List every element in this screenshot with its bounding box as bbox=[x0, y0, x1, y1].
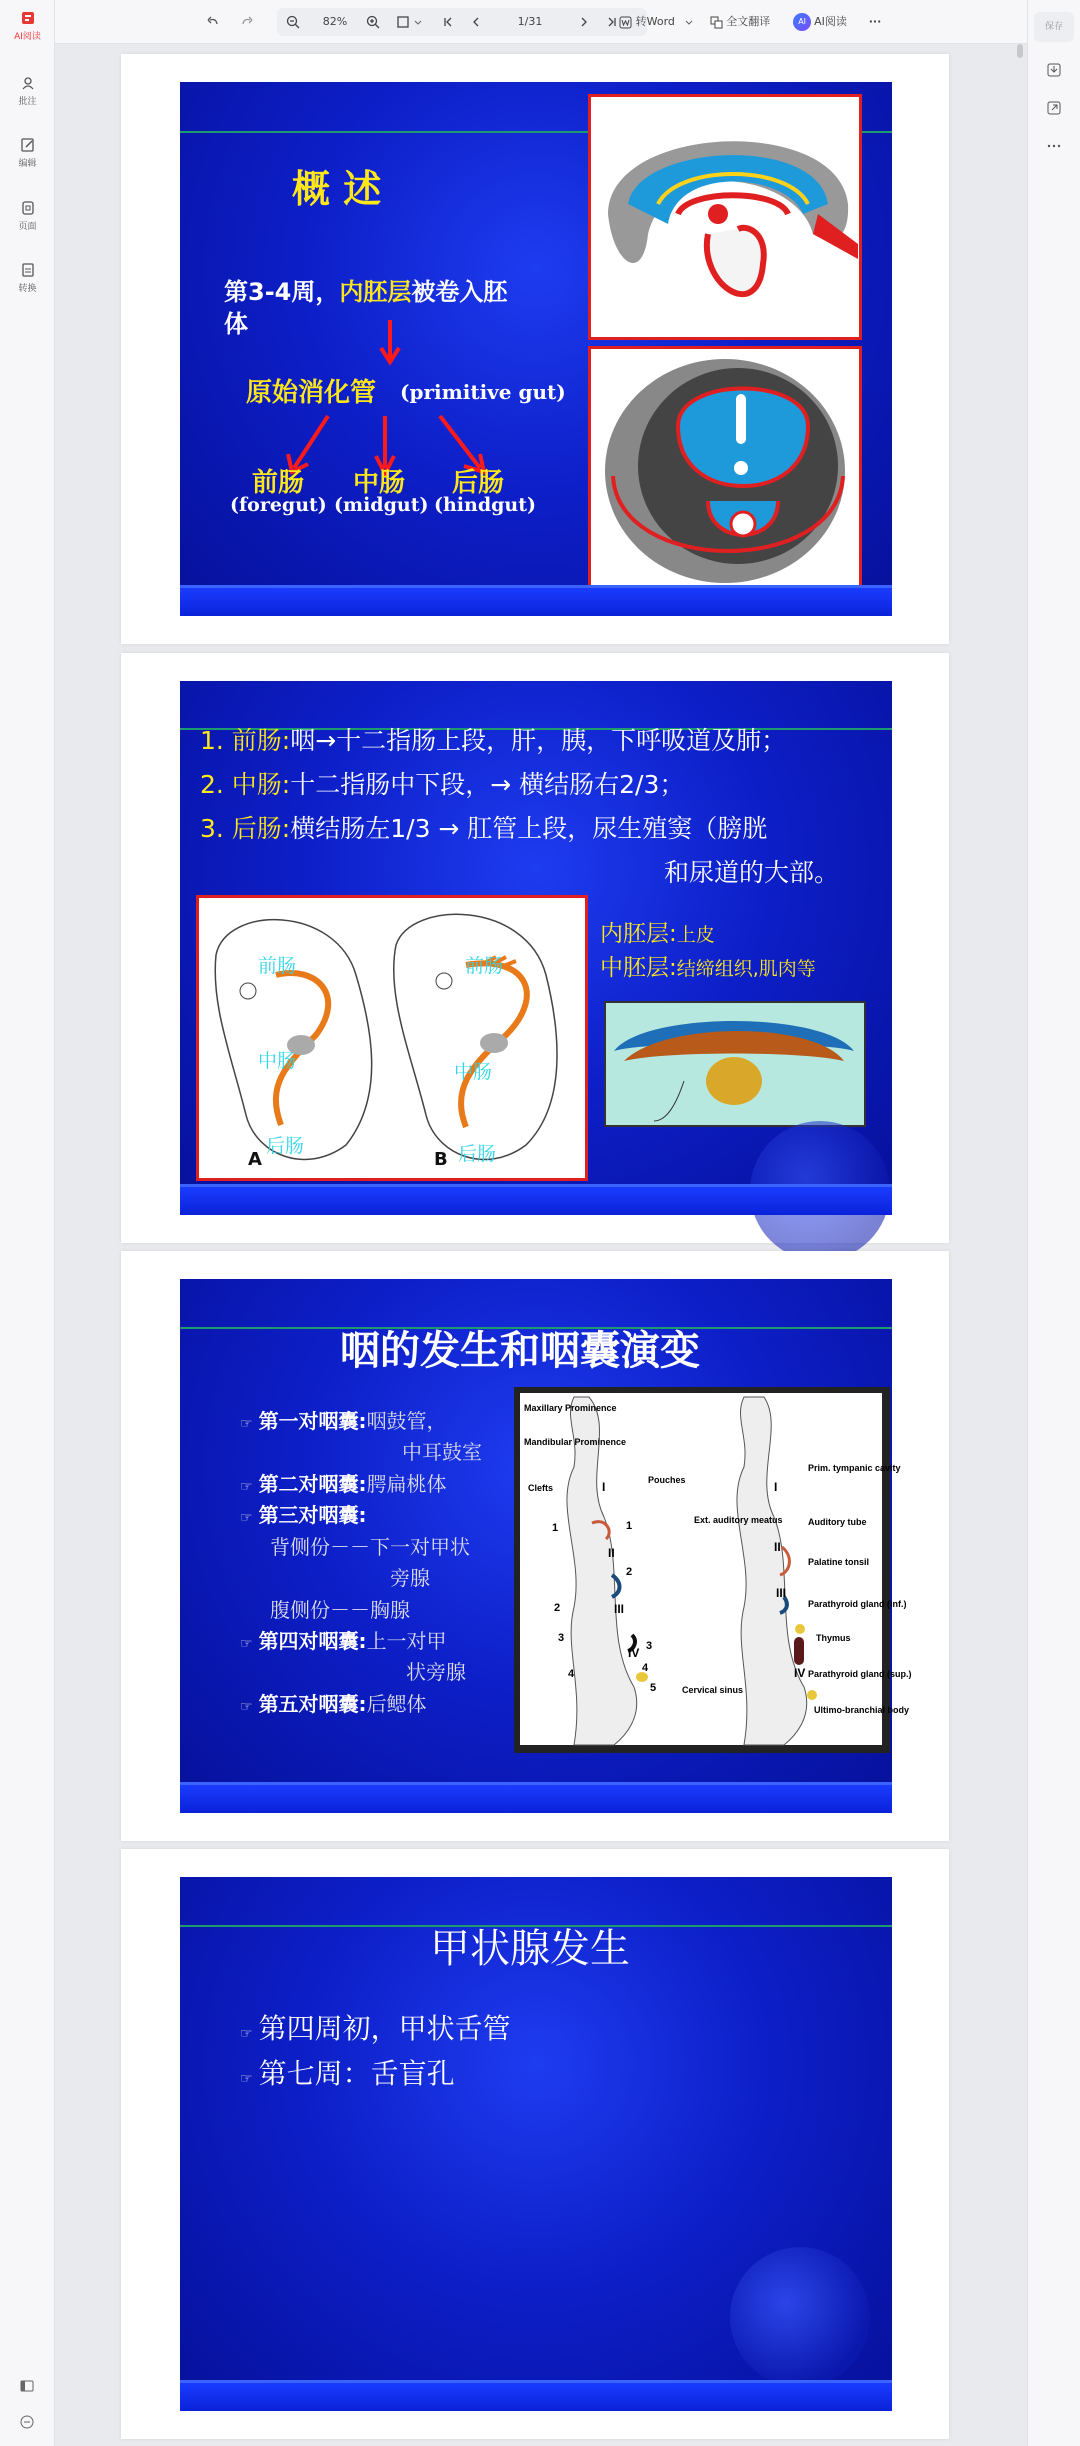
zoom-out-button[interactable] bbox=[281, 10, 305, 34]
pouch-label: 第五对咽囊: bbox=[258, 1692, 367, 1716]
to-word-dropdown[interactable] bbox=[683, 10, 695, 34]
translate-button[interactable] bbox=[703, 10, 777, 34]
pouch-label: 第四对咽囊: bbox=[258, 1629, 367, 1653]
figA-midgut-label: 中肠 bbox=[258, 1050, 297, 1072]
share-icon[interactable] bbox=[1046, 100, 1062, 116]
zoom-out-icon bbox=[286, 15, 300, 29]
embryo-sagittal-figure bbox=[588, 94, 862, 340]
thyroid-item-text: 第四周初，甲状舌管 bbox=[258, 2012, 511, 2045]
pouch-item-3: ☞ 第三对咽囊: bbox=[240, 1503, 367, 1527]
pouch-item-3-dorsal-b: 旁腺 bbox=[390, 1566, 430, 1590]
sidebar-item-annotate[interactable] bbox=[0, 75, 55, 107]
hindgut-label: 后肠 bbox=[452, 468, 505, 498]
figB-foregut-label: 前肠 bbox=[465, 955, 504, 977]
overview-text: 第3-4周， bbox=[224, 278, 340, 306]
label-thymus: Thymus bbox=[816, 1633, 851, 1643]
label-num-4: 4 bbox=[642, 1662, 649, 1674]
slide-footer-band bbox=[180, 588, 892, 616]
thyroid-item-2: ☞ 第七周：舌盲孔 bbox=[240, 2057, 455, 2090]
slide-footer-band bbox=[180, 1187, 892, 1215]
redo-button[interactable] bbox=[235, 10, 259, 34]
mesoderm-line bbox=[600, 949, 816, 982]
redo-icon bbox=[240, 15, 254, 29]
slide-title: 咽的发生和咽囊演变 bbox=[340, 1328, 700, 1374]
sidebar-item-convert[interactable] bbox=[0, 262, 55, 294]
arrow-down-icon bbox=[375, 318, 405, 368]
label-palatine-tonsil: Palatine tonsil bbox=[808, 1557, 870, 1567]
prev-page-button[interactable] bbox=[465, 10, 487, 34]
pouch-value: 上一对甲 bbox=[366, 1629, 447, 1653]
right-sidebar bbox=[1027, 0, 1080, 2446]
figA-hindgut-label: 后肠 bbox=[266, 1135, 305, 1157]
pouch-label: 第三对咽囊: bbox=[258, 1503, 367, 1527]
label-num-3b: 3 bbox=[646, 1640, 653, 1652]
embryo-cross-section-figure bbox=[588, 346, 862, 604]
overview-line1b: 体 bbox=[224, 310, 248, 338]
fit-page-icon bbox=[396, 15, 410, 29]
next-page-button[interactable] bbox=[573, 10, 595, 34]
sidebar-item-ai-read[interactable] bbox=[0, 10, 55, 42]
translate-icon bbox=[710, 16, 723, 29]
zoom-in-icon bbox=[366, 15, 380, 29]
label-maxillary: Maxillary Prominence bbox=[524, 1403, 617, 1413]
derivative-row-4: 和尿道的大部。 bbox=[664, 858, 840, 887]
label-auditory-tube: Auditory tube bbox=[808, 1517, 867, 1527]
top-toolbar bbox=[55, 0, 1027, 44]
label-parathyroid-sup: Parathyroid gland (sup.) bbox=[808, 1669, 912, 1679]
pouch-item-1b: 中耳鼓室 bbox=[402, 1440, 482, 1464]
more-button[interactable]: ··· bbox=[868, 15, 882, 28]
derivative-row-1 bbox=[200, 721, 786, 757]
slide-thyroid bbox=[180, 1877, 892, 2411]
row-text: 十二指肠中下段，→ 横结肠右2/3； bbox=[290, 770, 685, 799]
slide-pharynx bbox=[180, 1279, 912, 1813]
label-ext-auditory: Ext. auditory meatus bbox=[694, 1515, 783, 1525]
chevron-right-icon bbox=[578, 16, 590, 28]
derivative-row-3 bbox=[200, 809, 767, 845]
thyroid-item-1: ☞ 第四周初，甲状舌管 bbox=[240, 2012, 511, 2045]
slide-title: 概 述 bbox=[292, 167, 382, 211]
pouch-value: 咽鼓管， bbox=[366, 1409, 447, 1433]
document-page-1 bbox=[121, 54, 949, 644]
word-icon bbox=[619, 16, 632, 29]
ai-read-icon bbox=[20, 10, 36, 26]
label-roman-3: III bbox=[614, 1602, 625, 1616]
figA-tag: A bbox=[248, 1149, 262, 1170]
chevron-down-icon bbox=[414, 18, 422, 26]
endoderm-value: 上皮 bbox=[676, 924, 715, 946]
midgut-en: (midgut) bbox=[334, 494, 429, 516]
label-num-2: 2 bbox=[626, 1566, 633, 1578]
yolk-sac-figure bbox=[604, 1001, 866, 1127]
label-roman-1: I bbox=[602, 1480, 606, 1494]
sidebar-item-pages[interactable] bbox=[0, 200, 55, 232]
row-number: 2. 中肠: bbox=[200, 770, 291, 799]
document-page-4 bbox=[121, 1849, 949, 2439]
endoderm-line bbox=[600, 915, 715, 948]
label-roman-2: II bbox=[608, 1546, 615, 1560]
label-roman-4: IV bbox=[628, 1646, 640, 1660]
translate-label: 全文翻译 bbox=[726, 15, 771, 28]
convert-icon bbox=[20, 262, 36, 278]
globe-decoration bbox=[730, 2247, 870, 2387]
row-number: 1. 前肠: bbox=[200, 726, 291, 755]
to-word-button[interactable] bbox=[615, 10, 679, 34]
pouch-item-5: ☞ 第五对咽囊:后鳃体 bbox=[240, 1692, 427, 1716]
label-num-5: 5 bbox=[650, 1682, 657, 1694]
pouch-item-2: ☞ 第二对咽囊:腭扁桃体 bbox=[240, 1472, 447, 1496]
sidebar-item-edit[interactable] bbox=[0, 137, 55, 169]
label-pouches: Pouches bbox=[648, 1475, 686, 1485]
sidebar-item-label: 批注 bbox=[18, 97, 37, 107]
label-prim-tympanic: Prim. tympanic cavity bbox=[808, 1463, 901, 1473]
row-number: 3. 后肠: bbox=[200, 814, 291, 843]
overview-highlight: 内胚层 bbox=[339, 278, 412, 306]
overview-line1 bbox=[224, 272, 507, 307]
mesoderm-value: 结缔组织,肌肉等 bbox=[676, 958, 816, 980]
scrollbar-thumb[interactable] bbox=[1017, 44, 1023, 58]
label-num-1: 1 bbox=[552, 1522, 559, 1534]
row-text: 咽→十二指肠上段，肝，胰，下呼吸道及肺； bbox=[290, 726, 787, 755]
label-roman-1-right: I bbox=[774, 1480, 778, 1494]
derivative-row-2 bbox=[200, 765, 684, 801]
zoom-level[interactable]: 82% bbox=[322, 15, 348, 28]
zoom-in-button[interactable] bbox=[361, 10, 385, 34]
download-icon[interactable] bbox=[1046, 62, 1062, 78]
chevron-down-icon bbox=[685, 18, 693, 26]
figB-hindgut-label: 后肠 bbox=[458, 1143, 497, 1165]
pouch-label: 第一对咽囊: bbox=[258, 1409, 367, 1433]
figB-tag: B bbox=[434, 1149, 448, 1170]
slide-title: 甲状腺发生 bbox=[430, 1926, 630, 1972]
mesoderm-label: 中胚层: bbox=[600, 955, 677, 981]
page-indicator[interactable]: 1/31 bbox=[517, 15, 543, 28]
slide-gut-derivatives bbox=[180, 681, 892, 1215]
undo-icon bbox=[206, 15, 220, 29]
chevron-left-icon bbox=[470, 16, 482, 28]
save-button[interactable]: 保存 bbox=[1034, 12, 1074, 42]
pouch-value: 腭扁桃体 bbox=[366, 1472, 447, 1496]
ai-read-label: AI阅读 bbox=[814, 15, 847, 28]
label-cervical-sinus: Cervical sinus bbox=[682, 1685, 744, 1695]
sidebar-item-label: 页面 bbox=[18, 222, 37, 232]
fit-page-button[interactable] bbox=[391, 10, 427, 34]
label-roman-3-right: III bbox=[776, 1586, 787, 1600]
label-parathyroid-inf: Parathyroid gland (inf.) bbox=[808, 1599, 907, 1609]
panel-toggle-icon[interactable] bbox=[19, 2378, 35, 2394]
slide-overview bbox=[180, 82, 892, 616]
feedback-icon[interactable] bbox=[19, 2414, 35, 2430]
edit-icon bbox=[20, 137, 36, 153]
label-roman-4-right: IV bbox=[794, 1666, 806, 1680]
pouch-item-4: ☞ 第四对咽囊:上一对甲 bbox=[240, 1629, 447, 1653]
document-page-3 bbox=[121, 1251, 949, 1841]
row-text: 横结肠左1/3 → 肛管上段，尿生殖窦（膀胱 bbox=[290, 814, 768, 843]
undo-button[interactable] bbox=[201, 10, 225, 34]
label-num-1b: 1 bbox=[626, 1520, 633, 1532]
thyroid-item-text: 第七周：舌盲孔 bbox=[258, 2057, 455, 2090]
midgut-label: 中肠 bbox=[353, 468, 406, 498]
label-num-2b: 2 bbox=[554, 1602, 561, 1614]
label-roman-2-right: II bbox=[774, 1540, 781, 1554]
endoderm-label: 内胚层: bbox=[600, 921, 677, 947]
sidebar-item-label: 转换 bbox=[18, 284, 37, 294]
annotate-icon bbox=[20, 75, 36, 91]
label-mandibular: Mandibular Prominence bbox=[524, 1437, 627, 1447]
first-page-button[interactable] bbox=[437, 10, 459, 34]
overview-text-rest: 被卷入胚 bbox=[411, 278, 508, 306]
figA-foregut-label: 前肠 bbox=[258, 955, 297, 977]
pouch-item-1: ☞ 第一对咽囊:咽鼓管， bbox=[240, 1409, 447, 1433]
figB-midgut-label: 中肠 bbox=[454, 1061, 493, 1083]
gut-development-figure bbox=[196, 895, 588, 1181]
label-num-4b: 4 bbox=[568, 1668, 575, 1680]
first-page-icon bbox=[442, 16, 454, 28]
left-sidebar bbox=[0, 0, 55, 2446]
label-num-3: 3 bbox=[558, 1632, 565, 1644]
foregut-label: 前肠 bbox=[252, 468, 305, 498]
pharyngeal-pouch-diagram bbox=[514, 1387, 912, 1753]
foregut-en: (foregut) bbox=[230, 494, 327, 516]
ai-badge-icon: AI bbox=[793, 13, 811, 31]
slide-footer-band bbox=[180, 2383, 892, 2411]
slide-footer-band bbox=[180, 1785, 892, 1813]
pouch-value: 后鳃体 bbox=[366, 1692, 427, 1716]
pouch-label: 第二对咽囊: bbox=[258, 1472, 367, 1496]
pouch-item-3-ventral: 腹侧份－－胸腺 bbox=[270, 1598, 410, 1622]
ai-read-button[interactable] bbox=[785, 10, 855, 34]
sidebar-item-label: AI阅读 bbox=[14, 32, 41, 42]
primitive-gut-label: 原始消化管 bbox=[246, 378, 377, 408]
pouch-item-4b: 状旁腺 bbox=[406, 1660, 466, 1684]
primitive-gut-en: (primitive gut) bbox=[400, 380, 566, 404]
more-vertical-icon[interactable] bbox=[1046, 138, 1062, 154]
pages-icon bbox=[20, 200, 36, 216]
hindgut-en: (hindgut) bbox=[434, 494, 536, 516]
label-ultimobranchial: Ultimo-branchial body bbox=[814, 1705, 910, 1715]
pouch-item-3-dorsal: 背侧份－－下一对甲状 bbox=[270, 1535, 470, 1559]
document-page-2 bbox=[121, 653, 949, 1243]
sidebar-item-label: 编辑 bbox=[18, 159, 37, 169]
to-word-label: 转Word bbox=[635, 15, 675, 28]
label-clefts: Clefts bbox=[528, 1483, 554, 1493]
